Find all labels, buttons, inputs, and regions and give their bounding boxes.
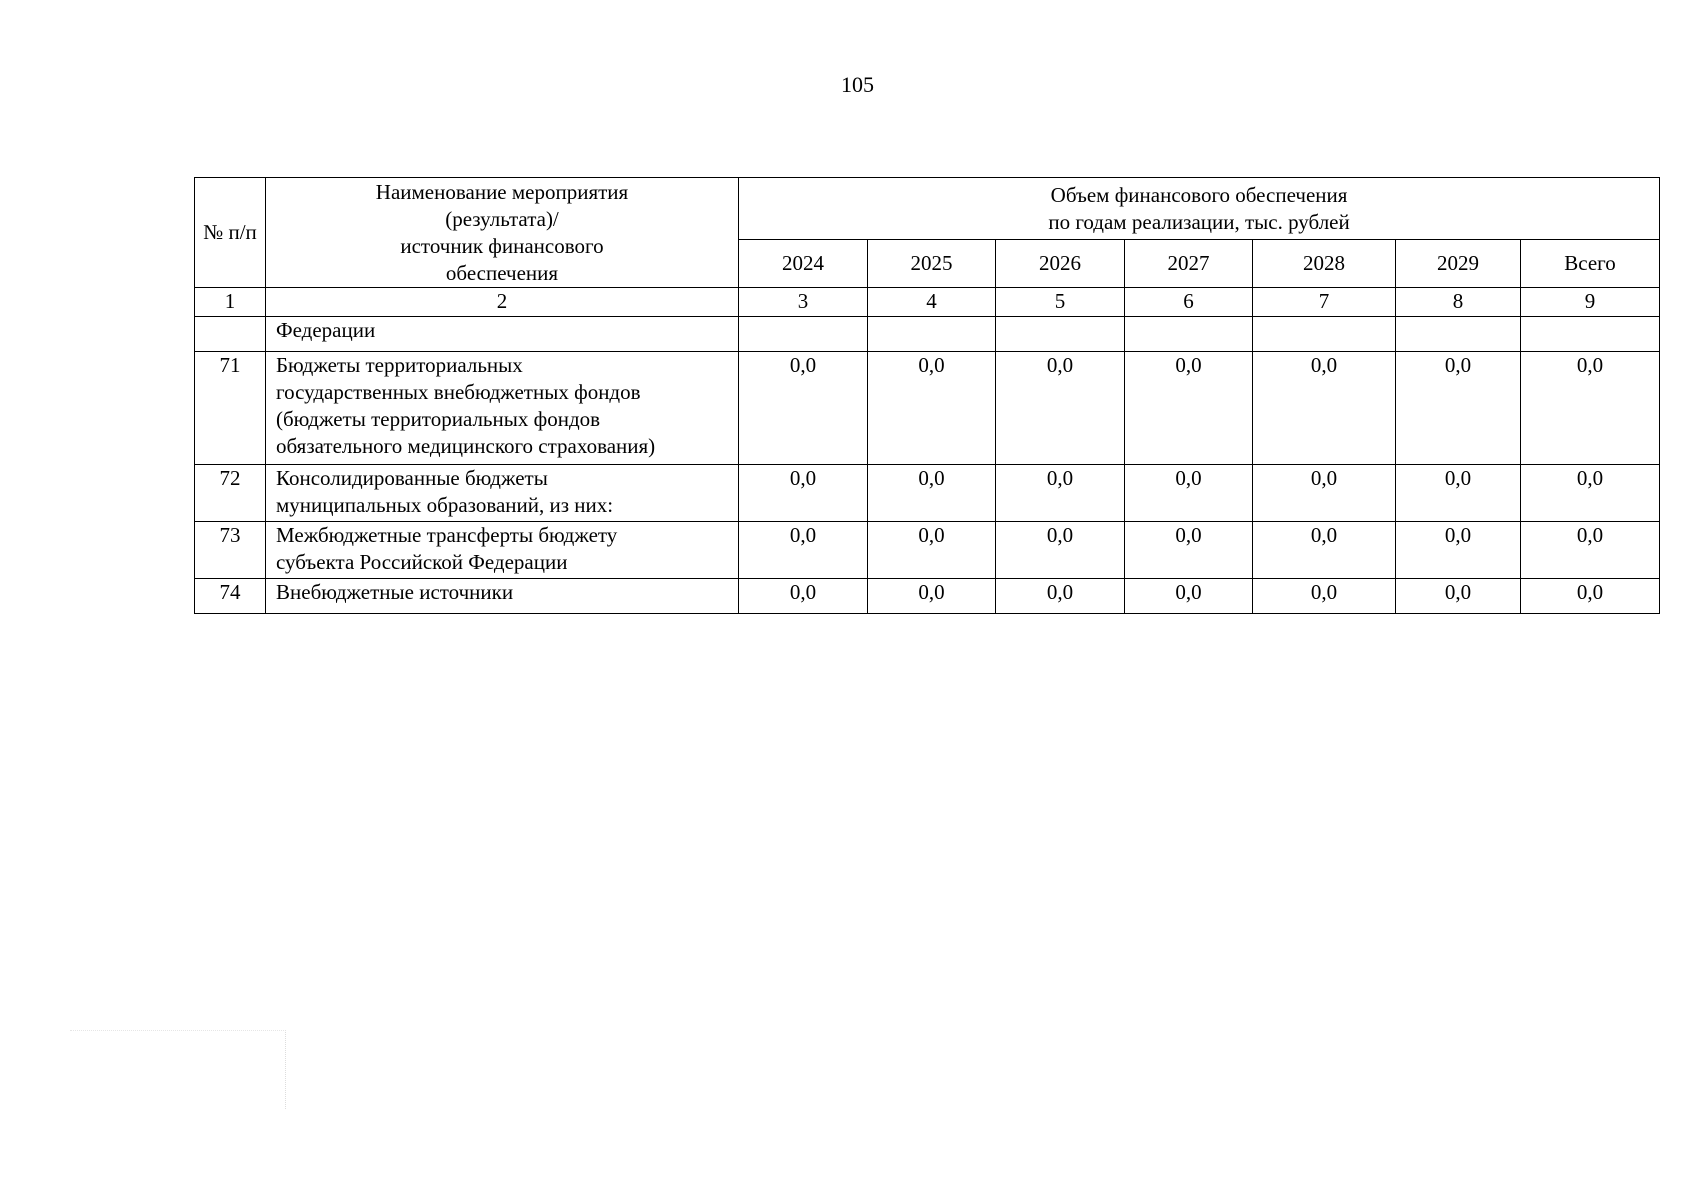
row-name-line: Межбюджетные трансферты бюджету: [276, 523, 618, 547]
row-name-line: государственных внебюджетных фондов: [276, 380, 641, 404]
row-value: [868, 317, 996, 352]
row-value: 0,0: [739, 522, 868, 579]
row-value: 0,0: [1521, 522, 1660, 579]
header-year: 2027: [1125, 240, 1253, 288]
column-index: 7: [1253, 288, 1396, 317]
row-value: 0,0: [996, 465, 1125, 522]
row-value: [739, 317, 868, 352]
row-value: 0,0: [739, 579, 868, 614]
row-name-line: Федерации: [276, 318, 376, 342]
row-value: 0,0: [739, 465, 868, 522]
row-value: 0,0: [1125, 465, 1253, 522]
row-name-line: муниципальных образований, из них:: [276, 493, 614, 517]
row-value: [1396, 317, 1521, 352]
column-index: 4: [868, 288, 996, 317]
row-value: 0,0: [996, 522, 1125, 579]
header-name-line: обеспечения: [445, 260, 559, 285]
header-year: 2026: [996, 240, 1125, 288]
column-index: 6: [1125, 288, 1253, 317]
row-name-line: обязательного медицинского страхования): [276, 434, 656, 458]
financing-table: [194, 177, 1660, 614]
row-name: [266, 579, 739, 614]
header-volume: [739, 178, 1660, 240]
header-volume-line: по годам реализации, тыс. рублей: [1048, 209, 1350, 234]
row-value: 0,0: [868, 465, 996, 522]
row-value: 0,0: [996, 579, 1125, 614]
row-value: 0,0: [868, 579, 996, 614]
column-index: 2: [266, 288, 739, 317]
row-value: [1521, 317, 1660, 352]
row-value: 0,0: [1521, 579, 1660, 614]
table-row: [195, 317, 1660, 352]
row-value: [1125, 317, 1253, 352]
row-value: 0,0: [1253, 522, 1396, 579]
header-num-text: № п/п: [203, 220, 257, 244]
column-index: 8: [1396, 288, 1521, 317]
row-number: [195, 317, 266, 352]
header-name-line: Наименование мероприятия: [375, 179, 629, 204]
row-value: [996, 317, 1125, 352]
row-value: 0,0: [739, 352, 868, 465]
column-index: 9: [1521, 288, 1660, 317]
row-name: [266, 317, 739, 352]
row-name-line: Внебюджетные источники: [276, 580, 514, 604]
table-row: [195, 522, 1660, 579]
header-year: 2029: [1396, 240, 1521, 288]
row-value: 0,0: [868, 352, 996, 465]
header-year: 2025: [868, 240, 996, 288]
row-value: 0,0: [996, 352, 1125, 465]
row-name: [266, 522, 739, 579]
faint-stamp-mark: [70, 1030, 286, 1109]
header-year: 2028: [1253, 240, 1396, 288]
header-year: 2024: [739, 240, 868, 288]
row-number: 72: [195, 465, 266, 522]
row-number: 73: [195, 522, 266, 579]
row-name-line: Бюджеты территориальных: [276, 353, 523, 377]
row-value: 0,0: [1396, 465, 1521, 522]
row-number: 74: [195, 579, 266, 614]
column-index: 1: [195, 288, 266, 317]
row-name-line: Консолидированные бюджеты: [276, 466, 548, 490]
row-number: 71: [195, 352, 266, 465]
header-name-line: источник финансового: [400, 233, 604, 258]
row-value: 0,0: [1396, 352, 1521, 465]
header-name: [266, 178, 739, 288]
row-name: [266, 465, 739, 522]
row-value: 0,0: [1521, 465, 1660, 522]
row-name-line: (бюджеты территориальных фондов: [276, 407, 601, 431]
row-value: 0,0: [1521, 352, 1660, 465]
row-name-line: субъекта Российской Федерации: [276, 550, 568, 574]
column-index-row: [195, 288, 1660, 317]
row-value: 0,0: [1396, 522, 1521, 579]
row-value: 0,0: [1125, 522, 1253, 579]
row-value: 0,0: [1125, 579, 1253, 614]
header-name-line: (результата)/: [445, 206, 559, 231]
row-value: 0,0: [1125, 352, 1253, 465]
header-num: [195, 178, 266, 288]
row-value: 0,0: [1396, 579, 1521, 614]
row-value: 0,0: [1253, 579, 1396, 614]
row-value: 0,0: [1253, 465, 1396, 522]
table-row: [195, 352, 1660, 465]
header-total: Всего: [1521, 240, 1660, 288]
row-name: [266, 352, 739, 465]
table-row: [195, 579, 1660, 614]
column-index: 5: [996, 288, 1125, 317]
row-value: [1253, 317, 1396, 352]
header-volume-line: Объем финансового обеспечения: [1050, 182, 1348, 207]
row-value: 0,0: [1253, 352, 1396, 465]
row-value: 0,0: [868, 522, 996, 579]
table-row: [195, 465, 1660, 522]
page-number: 105: [841, 72, 874, 97]
column-index: 3: [739, 288, 868, 317]
